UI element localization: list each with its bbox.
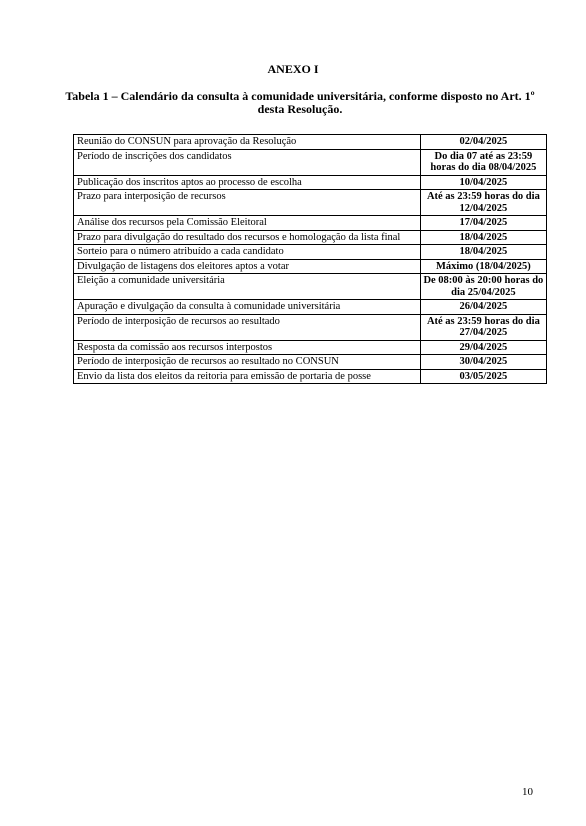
table-row <box>74 369 547 384</box>
table-row <box>74 175 547 190</box>
table-row <box>74 190 547 216</box>
table-row <box>74 216 547 231</box>
activity-cell: Resposta da comissão aos recursos interpostos <box>74 340 421 355</box>
activity-cell: Sorteio para o número atribuído a cada candidato <box>74 245 421 260</box>
activity-cell: Período de inscrições dos candidatos <box>74 149 421 175</box>
activity-cell: Período de interposição de recursos ao resultado <box>74 314 421 340</box>
date-cell: 26/04/2025 <box>420 300 546 315</box>
activity-cell: Apuração e divulgação da consulta à comunidade universitária <box>74 300 421 315</box>
date-cell: 02/04/2025 <box>420 135 546 150</box>
activity-cell: Divulgação de listagens dos eleitores aptos a votar <box>74 259 421 274</box>
date-cell: 18/04/2025 <box>420 230 546 245</box>
calendar-table-body <box>74 135 547 384</box>
table-row <box>74 149 547 175</box>
date-cell: Máximo (18/04/2025) <box>420 259 546 274</box>
activity-cell: Eleição a comunidade universitária <box>74 274 421 300</box>
table-row <box>74 259 547 274</box>
table-row <box>74 274 547 300</box>
date-cell: De 08:00 às 20:00 horas do dia 25/04/2025 <box>420 274 546 300</box>
table-row <box>74 340 547 355</box>
activity-cell: Publicação dos inscritos aptos ao processo de escolha <box>74 175 421 190</box>
activity-cell: Reunião do CONSUN para aprovação da Resolução <box>74 135 421 150</box>
annex-title: ANEXO I <box>267 62 319 76</box>
table-row <box>74 314 547 340</box>
date-cell: 10/04/2025 <box>420 175 546 190</box>
activity-cell: Período de interposição de recursos ao resultado no CONSUN <box>74 355 421 370</box>
table-caption: Tabela 1 – Calendário da consulta à comunidade universitária, conforme disposto no Art. 1º desta Resolução. <box>65 89 535 116</box>
date-cell: 17/04/2025 <box>420 216 546 231</box>
date-cell: 18/04/2025 <box>420 245 546 260</box>
table-row <box>74 230 547 245</box>
date-cell: 30/04/2025 <box>420 355 546 370</box>
date-cell: Do dia 07 até as 23:59 horas do dia 08/04/2025 <box>420 149 546 175</box>
date-cell: Até as 23:59 horas do dia 27/04/2025 <box>420 314 546 340</box>
page-number: 10 <box>522 786 533 798</box>
date-cell: Até as 23:59 horas do dia 12/04/2025 <box>420 190 546 216</box>
calendar-table <box>73 134 547 384</box>
table-row <box>74 355 547 370</box>
activity-cell: Análise dos recursos pela Comissão Eleitoral <box>74 216 421 231</box>
table-row <box>74 135 547 150</box>
date-cell: 03/05/2025 <box>420 369 546 384</box>
date-cell: 29/04/2025 <box>420 340 546 355</box>
activity-cell: Prazo para divulgação do resultado dos recursos e homologação da lista final <box>74 230 421 245</box>
table-row <box>74 300 547 315</box>
activity-cell: Prazo para interposição de recursos <box>74 190 421 216</box>
activity-cell: Envio da lista dos eleitos da reitoria para emissão de portaria de posse <box>74 369 421 384</box>
table-row <box>74 245 547 260</box>
